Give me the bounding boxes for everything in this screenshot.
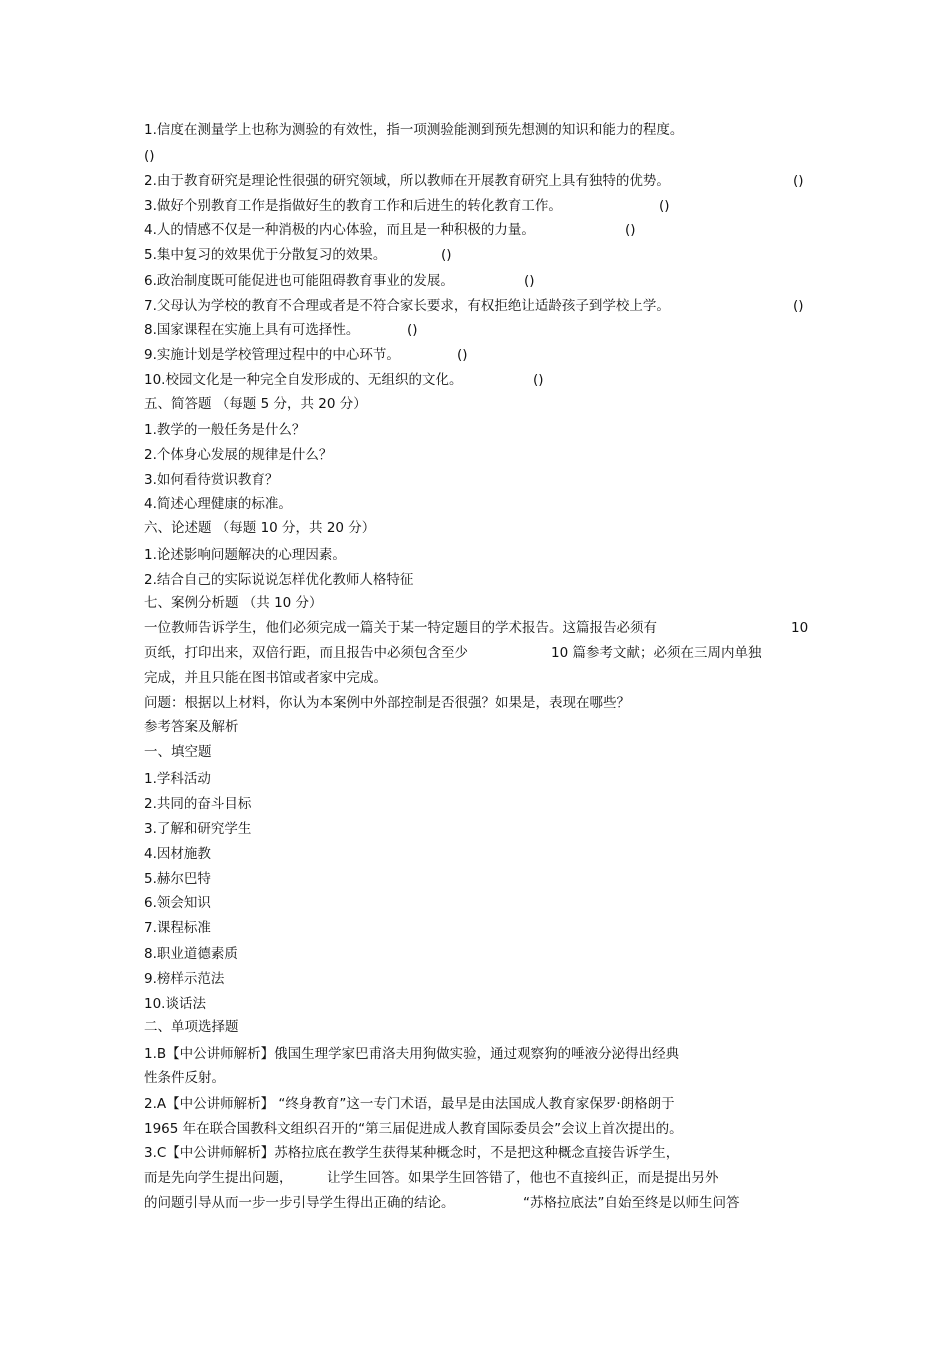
fill-answer-7: 7.课程标准: [144, 920, 211, 936]
fill-answer-8: 8.职业道德素质: [144, 946, 238, 962]
section-heading-short-answer: 五、简答题 （每题 5 分，共 20 分）: [144, 396, 367, 412]
short-answer-question-4: 4.简述心理健康的标准。: [144, 496, 292, 512]
tf-question-8: 8.国家课程在实施上具有可选择性。: [144, 322, 360, 338]
tf-question-1: 1.信度在测量学上也称为测验的有效性，指一项测验能测到预先想测的知识和能力的程度。: [144, 122, 684, 138]
answers-fill-heading: 一、填空题: [144, 744, 212, 760]
single-choice-answer-1-line-2: 性条件反射。: [144, 1070, 225, 1086]
tf-answer-blank-10: (): [533, 372, 544, 388]
fill-answer-5: 5.赫尔巴特: [144, 871, 211, 887]
fill-answer-6: 6.领会知识: [144, 895, 211, 911]
tf-answer-blank-7: (): [793, 298, 804, 314]
tf-answer-blank-9: (): [457, 347, 468, 363]
fill-answer-10: 10.谈话法: [144, 996, 206, 1012]
single-choice-answer-3-line-2b: 让学生回答。如果学生回答错了，他也不直接纠正，而是提出另外: [327, 1170, 719, 1186]
tf-answer-blank-8: (): [407, 322, 418, 338]
essay-question-1: 1.论述影响问题解决的心理因素。: [144, 547, 346, 563]
tf-question-7: 7.父母认为学校的教育不合理或者是不符合家长要求，有权拒绝让适龄孩子到学校上学。: [144, 298, 670, 314]
short-answer-question-1: 1.教学的一般任务是什么？: [144, 422, 306, 438]
fill-answer-1: 1.学科活动: [144, 771, 211, 787]
tf-question-2: 2.由于教育研究是理论性很强的研究领域，所以教师在开展教育研究上具有独特的优势。: [144, 173, 670, 189]
single-choice-answer-2-line-2: 1965 年在联合国教科文组织召开的“第三届促进成人教育国际委员会”会议上首次提出的。: [144, 1121, 683, 1137]
case-text-line-2b: 10 篇参考文献；必须在三周内单独: [551, 645, 762, 661]
fill-answer-4: 4.因材施教: [144, 846, 211, 862]
essay-question-2: 2.结合自己的实际说说怎样优化教师人格特征: [144, 572, 414, 588]
tf-answer-blank-4: (): [625, 222, 636, 238]
single-choice-answer-1-line-1: 1.B【中公讲师解析】俄国生理学家巴甫洛夫用狗做实验，通过观察狗的唾液分泌得出经典: [144, 1046, 680, 1062]
answers-heading: 参考答案及解析: [144, 719, 239, 735]
short-answer-question-3: 3.如何看待赏识教育？: [144, 472, 279, 488]
case-question: 问题：根据以上材料，你认为本案例中外部控制是否很强？如果是，表现在哪些？: [144, 695, 630, 711]
fill-answer-9: 9.榜样示范法: [144, 971, 225, 987]
single-choice-answer-3-line-2a: 而是先向学生提出问题，: [144, 1170, 293, 1186]
tf-answer-blank-1: (): [144, 148, 155, 164]
single-choice-answer-3-line-1: 3.C【中公讲师解析】苏格拉底在教学生获得某种概念时，不是把这种概念直接告诉学生，: [144, 1145, 680, 1161]
tf-question-9: 9.实施计划是学校管理过程中的中心环节。: [144, 347, 400, 363]
answers-single-choice-heading: 二、单项选择题: [144, 1019, 239, 1035]
tf-answer-blank-3: (): [659, 198, 670, 214]
tf-question-6: 6.政治制度既可能促进也可能阻碍教育事业的发展。: [144, 273, 454, 289]
tf-answer-blank-2: (): [793, 173, 804, 189]
tf-question-4: 4.人的情感不仅是一种消极的内心体验，而且是一种积极的力量。: [144, 222, 535, 238]
single-choice-answer-3-line-3a: 的问题引导从而一步一步引导学生得出正确的结论。: [144, 1195, 455, 1211]
short-answer-question-2: 2.个体身心发展的规律是什么？: [144, 447, 333, 463]
tf-question-5: 5.集中复习的效果优于分散复习的效果。: [144, 247, 387, 263]
single-choice-answer-2-line-1: 2.A【中公讲师解析】 “终身教育”这一专门术语，最早是由法国成人教育家保罗·朗格朗于: [144, 1096, 675, 1112]
case-text-line-1: 一位教师告诉学生，他们必须完成一篇关于某一特定题目的学术报告。这篇报告必须有: [144, 620, 657, 636]
tf-question-3: 3.做好个别教育工作是指做好生的教育工作和后进生的转化教育工作。: [144, 198, 562, 214]
tf-answer-blank-6: (): [524, 273, 535, 289]
tf-question-10: 10.校园文化是一种完全自发形成的、无组织的文化。: [144, 372, 463, 388]
section-heading-essay: 六、论述题 （每题 10 分，共 20 分）: [144, 520, 376, 536]
fill-answer-3: 3.了解和研究学生: [144, 821, 252, 837]
case-text-line-2a: 页纸，打印出来，双倍行距，而且报告中必须包含至少: [144, 645, 468, 661]
case-text-line-3: 完成，并且只能在图书馆或者家中完成。: [144, 670, 387, 686]
case-text-line-1-number: 10: [791, 620, 809, 636]
fill-answer-2: 2.共同的奋斗目标: [144, 796, 252, 812]
single-choice-answer-3-line-3b: “苏格拉底法”自始至终是以师生问答: [523, 1195, 740, 1211]
section-heading-case-analysis: 七、案例分析题 （共 10 分）: [144, 595, 323, 611]
tf-answer-blank-5: (): [441, 247, 452, 263]
